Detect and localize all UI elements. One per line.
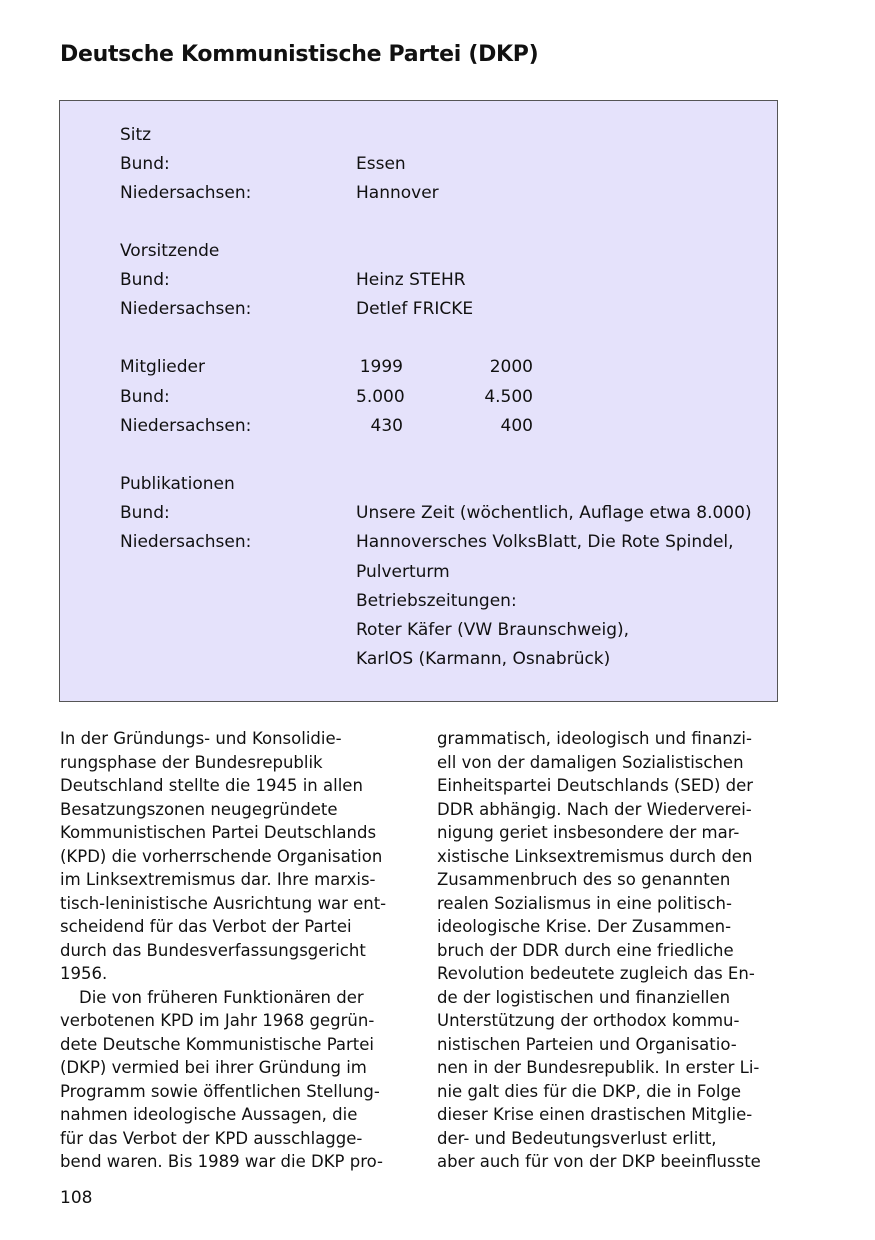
body-line: 1956. <box>60 964 108 983</box>
publikationen-heading: Publikationen <box>120 474 235 494</box>
body-line: nistischen Parteien und Organisatio- <box>437 1034 737 1054</box>
info-row-mitglieder-nds <box>120 412 770 441</box>
info-row-publikationen-bund <box>120 499 770 528</box>
body-line: Kommunistischen Partei Deutschlands <box>60 823 377 842</box>
page-title: Deutsche Kommunistische Partei (DKP) <box>60 42 539 67</box>
row-value: Roter Käfer (VW Braunschweig), <box>356 620 630 640</box>
info-row-vorsitzende-bund <box>120 266 770 295</box>
info-row-sitz-heading <box>120 121 770 150</box>
row-label: Niedersachsen: <box>120 299 252 319</box>
members-nds-2000: 400 <box>500 416 533 436</box>
members-bund-1999: 5.000 <box>356 387 405 407</box>
body-line: scheidend für das Verbot der Partei <box>60 917 352 936</box>
sitz-heading: Sitz <box>120 125 152 145</box>
body-line: de der logistischen und finanziellen <box>437 987 731 1007</box>
body-line: ideologische Krise. Der Zusammen- <box>437 917 732 936</box>
body-line: verbotenen KPD im Jahr 1968 gegrün- <box>60 1011 375 1030</box>
row-value: Hannoversches VolksBlatt, Die Rote Spindel, <box>356 532 734 552</box>
body-line: (DKP) vermied bei ihrer Gründung im <box>60 1058 367 1077</box>
info-row-mitglieder-heading <box>120 353 770 382</box>
body-line: der- und Bedeutungsverlust erlitt, <box>437 1128 717 1148</box>
row-label: Niedersachsen: <box>120 416 252 436</box>
row-value: Detlef FRICKE <box>356 299 474 319</box>
row-value: Betriebszeitungen: <box>356 591 517 611</box>
info-row-mitglieder-bund <box>120 383 770 412</box>
year-1999: 1999 <box>359 357 403 377</box>
row-label: Bund: <box>120 503 170 523</box>
body-line: tisch-leninistische Ausrichtung war ent- <box>60 893 387 913</box>
info-row-sitz-bund <box>120 150 770 179</box>
page-number: 108 <box>60 1188 93 1208</box>
info-row-sitz-nds <box>120 179 770 208</box>
info-row-publikationen-nds-cont <box>120 587 770 616</box>
body-line: nigung geriet insbesondere der mar- <box>437 823 740 842</box>
row-label: Niedersachsen: <box>120 532 252 552</box>
body-line: realen Sozialismus in eine politisch- <box>437 893 732 913</box>
vorsitzende-heading: Vorsitzende <box>120 241 220 261</box>
body-column-left <box>60 727 405 1174</box>
mitglieder-heading: Mitglieder <box>120 357 205 377</box>
body-line: DDR abhängig. Nach der Wiederverei- <box>437 799 752 819</box>
body-line: bend waren. Bis 1989 war die DKP pro- <box>60 1152 383 1171</box>
body-line: ell von der damaligen Sozialistischen <box>437 752 744 772</box>
body-line: nie galt dies für die DKP, die in Folge <box>437 1081 742 1101</box>
info-row-vorsitzende-heading <box>120 237 770 266</box>
body-line: Einheitspartei Deutschlands (SED) der <box>437 776 754 795</box>
row-label: Bund: <box>120 270 170 290</box>
body-line: dieser Krise einen drastischen Mitglie- <box>437 1105 753 1124</box>
row-value: Unsere Zeit (wöchentlich, Auflage etwa 8.000) <box>356 503 752 523</box>
row-label: Bund: <box>120 154 170 174</box>
body-line: nahmen ideologische Aussagen, die <box>60 1105 358 1124</box>
info-row-publikationen-heading <box>120 470 770 499</box>
info-row-publikationen-nds-cont <box>120 645 770 674</box>
body-line: dete Deutsche Kommunistische Partei <box>60 1034 375 1054</box>
body-line: grammatisch, ideologisch und finanzi- <box>437 729 752 748</box>
body-line: xistische Linksextremismus durch den <box>437 846 753 866</box>
row-value: Essen <box>356 154 406 174</box>
body-line: In der Gründungs- und Konsolidie- <box>60 729 342 748</box>
info-row-publikationen-nds-cont <box>120 558 770 587</box>
body-line: nen in der Bundesrepublik. In erster Li- <box>437 1058 760 1077</box>
members-nds-1999: 430 <box>370 416 403 436</box>
body-line: Die von früheren Funktionären der <box>79 987 364 1007</box>
row-value: Heinz STEHR <box>356 270 466 290</box>
body-line: Revolution bedeutete zugleich das En- <box>437 964 755 983</box>
members-bund-2000: 4.500 <box>484 387 533 407</box>
row-value: Pulverturm <box>356 562 450 582</box>
body-line: aber auch für von der DKP beeinflusste <box>437 1152 761 1171</box>
body-line: Programm sowie öffentlichen Stellung- <box>60 1081 380 1101</box>
info-row-vorsitzende-nds <box>120 295 770 324</box>
info-row-publikationen-nds-cont <box>120 616 770 645</box>
row-value: KarlOS (Karmann, Osnabrück) <box>356 649 611 669</box>
body-line: Deutschland stellte die 1945 in allen <box>60 776 363 795</box>
year-2000: 2000 <box>489 357 533 377</box>
body-line: für das Verbot der KPD ausschlagge- <box>60 1128 363 1148</box>
body-line: im Linksextremismus dar. Ihre marxis- <box>60 870 376 889</box>
body-line: durch das Bundesverfassungsgericht <box>60 940 366 960</box>
row-label: Niedersachsen: <box>120 183 252 203</box>
body-column-right <box>437 727 782 1174</box>
body-line: Unterstützung der orthodox kommu- <box>437 1011 740 1030</box>
body-line: Zusammenbruch des so genannten <box>437 870 731 889</box>
body-line: (KPD) die vorherrschende Organisation <box>60 846 383 866</box>
body-line: rungsphase der Bundesrepublik <box>60 752 323 772</box>
party-info-box <box>59 100 778 702</box>
info-row-publikationen-nds <box>120 528 770 557</box>
body-line: Besatzungszonen neugegründete <box>60 799 338 819</box>
body-line: bruch der DDR durch eine friedliche <box>437 940 734 960</box>
row-label: Bund: <box>120 387 170 407</box>
row-value: Hannover <box>356 183 439 203</box>
